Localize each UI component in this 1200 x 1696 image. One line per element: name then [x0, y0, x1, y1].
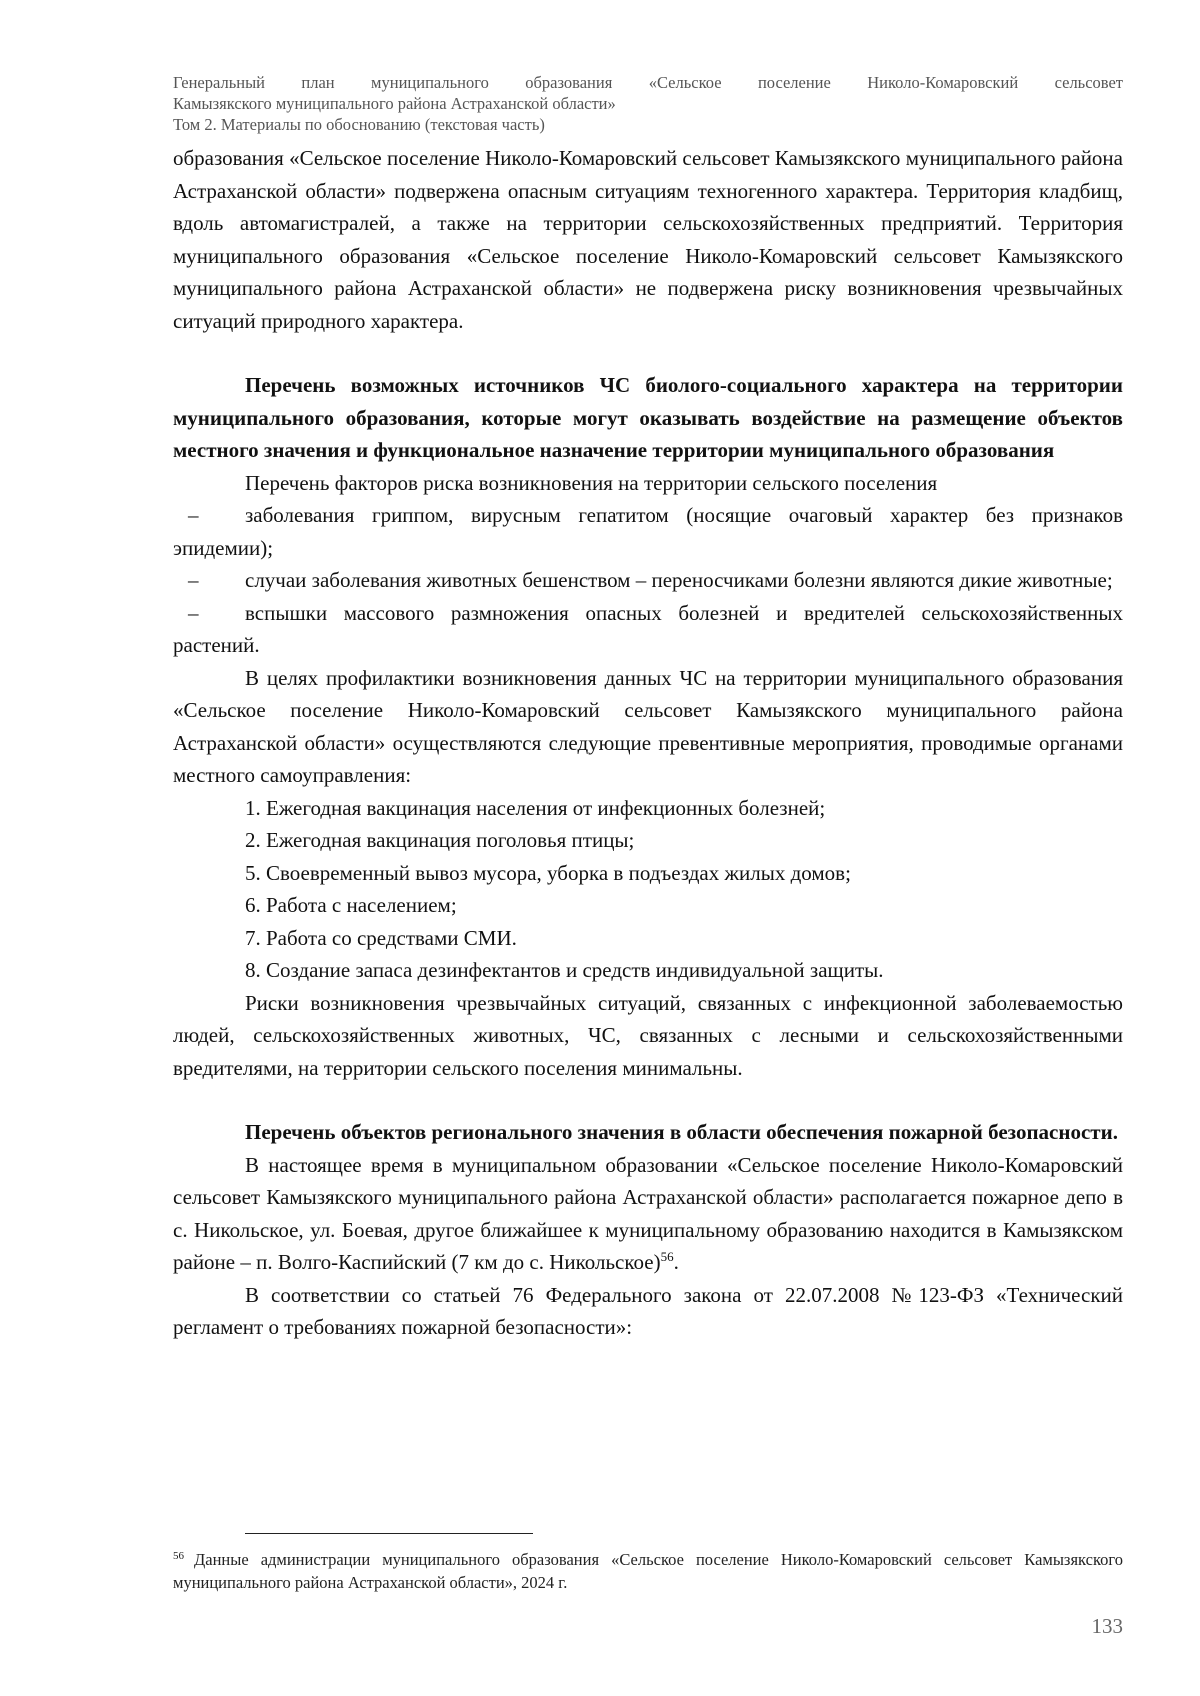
header-line-3: Том 2. Материалы по обоснованию (текстовая часть) — [173, 115, 545, 134]
running-header — [173, 72, 1123, 135]
footnote-reference[interactable]: 56 — [660, 1249, 674, 1264]
prevention-measure: 8. Создание запаса дезинфектантов и средств индивидуальной защиты. — [245, 958, 884, 982]
risk-conclusion: Риски возникновения чрезвычайных ситуаций, связанных с инфекционной заболеваемостью людей, сельскохозяйственных животных, ЧС, связанных с лесными и сельскохозяйственными вредителями, на территории сельского поселения минимальны. — [173, 990, 1123, 1080]
dash-marker: – — [188, 568, 199, 592]
fire-depot-paragraph — [173, 1149, 1123, 1279]
page-number: 133 — [1091, 1614, 1123, 1638]
prevention-measure: 6. Работа с населением; — [245, 893, 457, 917]
risk-factor-item — [173, 564, 1123, 597]
risk-factor-item — [173, 597, 1123, 662]
prevention-measure: 2. Ежегодная вакцинация поголовья птицы; — [245, 828, 635, 852]
fire-depot-text: В настоящее время в муниципальном образовании «Сельское поселение Николо-Комаровский сельсовет Камызякского муниципального района Астраханской области» располагается пожарное депо в с. Никольское, ул. Боевая, другое ближайшее к муниципальному образованию находится в Камызякском районе – п. Волго-Каспийский (7 км до с. Никольское) — [173, 1152, 1123, 1274]
risk-factor-text: вспышки массового размножения опасных болезней и вредителей сельскохозяйственных растений. — [173, 600, 1123, 657]
footnote-text: Данные администрации муниципального образования «Сельское поселение Николо-Комаровский сельсовет Камызякского муниципального района Астраханской области», 2024 г. — [173, 1550, 1123, 1592]
footnote — [173, 1548, 1123, 1594]
risk-factors-intro: Перечень факторов риска возникновения на территории сельского поселения — [245, 470, 938, 495]
spacer — [173, 1084, 1123, 1116]
footnote-separator — [245, 1533, 533, 1534]
prevention-intro: В целях профилактики возникновения данных ЧС на территории муниципального образования «Сельское поселение Николо-Комаровский сельсовет Камызякского муниципального района Астраханской области» осуществляются следующие превентивные мероприятия, проводимые органами местного самоуправления: — [173, 665, 1123, 787]
dash-marker: – — [188, 600, 199, 625]
prevention-measure: 1. Ежегодная вакцинация населения от инфекционных болезней; — [245, 795, 826, 820]
header-line-1: Генеральный план муниципального образования «Сельское поселение Николо-Комаровский сельсовет — [173, 73, 1123, 92]
spacer — [173, 337, 1123, 369]
risk-factor-text: случаи заболевания животных бешенством – переносчиками болезни являются дикие животные; — [245, 568, 1113, 592]
footnote-mark: 56 — [173, 1549, 184, 1562]
intro-paragraph: образования «Сельское поселение Николо-Комаровский сельсовет Камызякского муниципального района Астраханской области» подвержена опасным ситуациям техногенного характера. Территория кладбищ, вдоль автомагистралей, а также на территории сельскохозяйственных предприятий. Территория муниципального образования «Сельское поселение Николо-Комаровский сельсовет Камызякского муниципального района Астраханской области» не подвержена риску возникновения чрезвычайных ситуаций природного характера. — [173, 146, 1123, 333]
prevention-measure: 7. Работа со средствами СМИ. — [245, 925, 517, 950]
risk-factor-item — [173, 499, 1123, 564]
risk-factor-text: заболевания гриппом, вирусным гепатитом (носящие очаговый характер без признаков эпидемии); — [173, 503, 1123, 560]
law-paragraph: В соответствии со статьей 76 Федерального закона от 22.07.2008 №123-ФЗ «Технический регламент о требованиях пожарной безопасности»: — [173, 1282, 1123, 1339]
heading-bio-social: Перечень возможных источников ЧС биолого-социального характера на территории муниципального образования, которые могут оказывать воздействие на размещение объектов местного значения и функциональное назначение территории муниципального образования — [173, 373, 1123, 462]
dash-marker: – — [188, 503, 199, 527]
fire-depot-end: . — [673, 1250, 679, 1274]
prevention-measure: 5. Своевременный вывоз мусора, уборка в подъездах жилых домов; — [245, 860, 851, 885]
body-text — [173, 142, 1123, 1344]
header-line-2: Камызякского муниципального района Астраханской области» — [173, 94, 616, 113]
heading-fire-safety: Перечень объектов регионального значения в области обеспечения пожарной безопасности. — [245, 1120, 1118, 1144]
